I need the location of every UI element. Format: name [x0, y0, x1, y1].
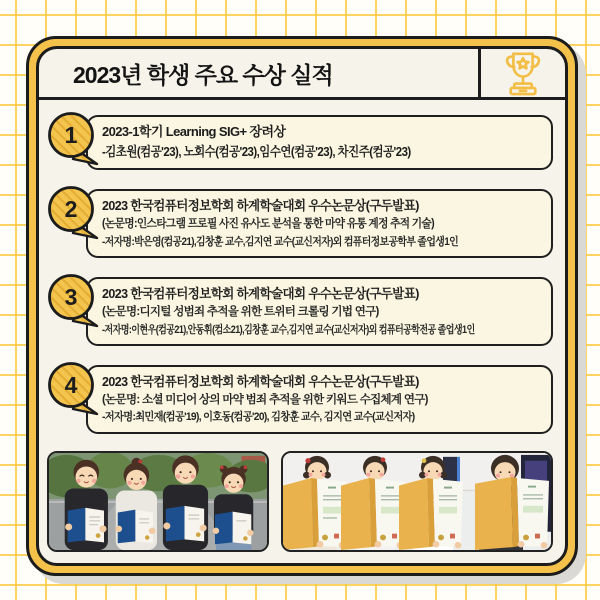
indoor-group-photo [281, 451, 553, 552]
photo-row [47, 451, 553, 552]
award-authors: -김초원(컴공'23), 노회수(컴공'23),임수연(컴공'23), 차진주(컴공'23) [102, 144, 411, 160]
number-badge-3 [47, 272, 99, 328]
award-authors: -저자명:박은영(컴공21),김창훈 교수,김지연 교수(교신저자)외 컴퓨터정보공학부 졸업생1인 [102, 235, 459, 248]
award-paper: (논문명: 소셜 미디어 상의 마약 범죄 추적을 위한 키워드 수집체계 연구) [102, 394, 428, 407]
award-title: 2023-1학기 Learning SIG+ 장려상 [102, 124, 286, 139]
award-list [39, 100, 565, 563]
outdoor-group-photo [47, 451, 269, 552]
award-box [86, 365, 553, 434]
award-item-1 [47, 110, 553, 170]
award-authors: -저자명:최민재(컴공'19), 이호동(컴공'20), 김창훈 교수, 김지연 교수(교신저자) [102, 411, 415, 424]
award-box [86, 115, 553, 170]
trophy-cell [478, 49, 565, 97]
award-poster-card [26, 36, 578, 576]
award-item-3 [47, 272, 553, 346]
badge-number: 3 [64, 283, 78, 310]
trophy-icon [502, 49, 544, 97]
header [39, 49, 565, 100]
award-title: 2023 한국컴퓨터정보학회 하계학술대회 우수논문상(구두발표) [102, 374, 419, 390]
page-title: 2023년 학생 주요 수상 실적 [73, 61, 333, 88]
badge-number: 2 [64, 195, 78, 222]
award-title: 2023 한국컴퓨터정보학회 하계학술대회 우수논문상(구두발표) [102, 198, 419, 214]
award-title: 2023 한국컴퓨터정보학회 하계학술대회 우수논문상(구두발표) [102, 286, 419, 302]
number-badge-1 [47, 110, 99, 166]
number-badge-2 [47, 184, 99, 240]
badge-number: 1 [64, 121, 78, 148]
card-inner [36, 46, 568, 566]
award-box [86, 277, 553, 346]
award-box [86, 189, 553, 258]
award-item-4 [47, 360, 553, 434]
award-item-2 [47, 184, 553, 258]
award-paper: (논문명:디지털 성범죄 추적을 위한 트위터 크롤링 기법 연구) [102, 306, 379, 319]
award-authors: -저자명:이현우(컴공21),안동휘(컴소21),김창훈 교수,김지연 교수(교신저자)외 컴퓨터공학전공 졸업생1인 [102, 323, 475, 336]
award-paper: (논문명:인스타그램 프로필 사진 유사도 분석을 통한 마약 유통 계정 추적 기술) [102, 218, 435, 231]
outdoor-photo-illustration [49, 453, 267, 550]
indoor-photo-illustration [283, 453, 551, 550]
number-badge-4 [47, 360, 99, 416]
badge-number: 4 [64, 371, 78, 398]
